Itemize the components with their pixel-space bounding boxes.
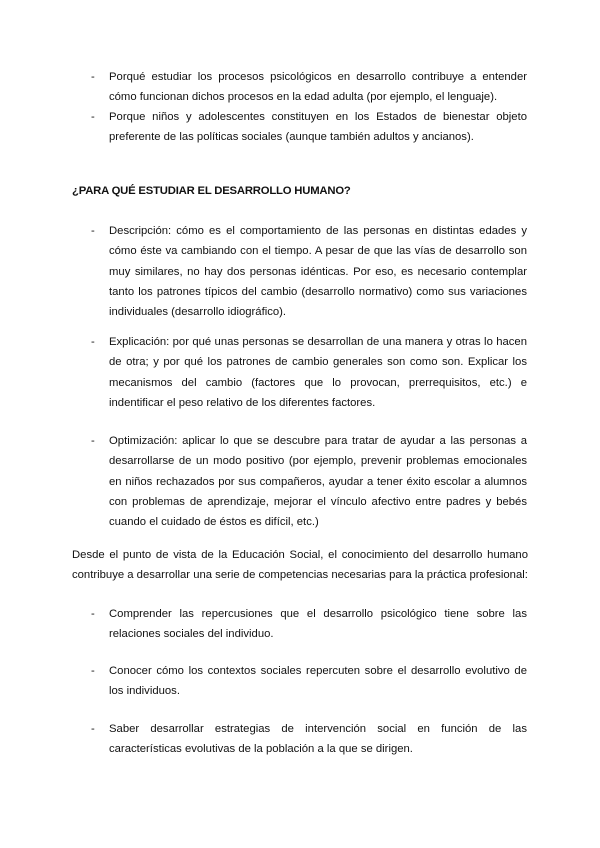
list-dash: - [91,71,95,83]
list-item-text: Explicación: por qué unas personas se desarrollan de una manera y otras lo hacen de otra; y por qué los patrones de cambio generales son como son. Explicar los mecanismos del cambio (factores que lo provocan, prerrequisitos, etc.) e indentificar el peso relativo de los diferentes factores. [109,336,527,409]
list-item [91,661,527,702]
list-item [91,431,527,532]
list-item [91,604,527,645]
list-item-text: Saber desarrollar estrategias de intervención social en función de las características evolutivas de la población a la que se dirigen. [109,723,527,756]
list-dash: - [91,336,95,348]
list-dash: - [91,225,95,237]
body-paragraph: Desde el punto de vista de la Educación Social, el conocimiento del desarrollo humano contribuye a desarrollar una serie de competencias necesarias para la práctica profesional: [72,549,528,582]
list-item [91,221,527,322]
list-item [91,107,527,148]
list-dash: - [91,435,95,447]
list-dash: - [91,665,95,677]
list-item [91,332,527,413]
list-dash: - [91,723,95,735]
section-heading: ¿PARA QUÉ ESTUDIAR EL DESARROLLO HUMANO? [72,185,351,197]
list-item-text: Optimización: aplicar lo que se descubre para tratar de ayudar a las personas a desarrollarse de un modo positivo (por ejemplo, prevenir problemas emocionales en niños rechazados por sus compañeros, ayudar a tener éxito escolar a alumnos con problemas de aprendizaje, mejorar el vínculo afectivo entre padres y bebés cuando el cuidado de éstos es difícil, etc.) [109,435,527,529]
list-dash: - [91,608,95,620]
list-item-text: Descripción: cómo es el comportamiento de las personas en distintas edades y cómo éste va cambiando con el tiempo. A pesar de que las vías de desarrollo son muy similares, no hay dos personas idénticas. Por eso, es necesario contemplar tanto los patrones típicos del cambio (desarrollo normativo) como sus variaciones individuales (desarrollo idiográfico). [109,225,527,319]
list-item-text: Conocer cómo los contextos sociales repercuten sobre el desarrollo evolutivo de los individuos. [109,665,527,698]
list-item-text: Porque niños y adolescentes constituyen en los Estados de bienestar objeto preferente de las políticas sociales (aunque también adultos y ancianos). [109,111,527,144]
list-item [91,719,527,760]
list-item-text: Comprender las repercusiones que el desarrollo psicológico tiene sobre las relaciones sociales del individuo. [109,608,527,641]
list-item [91,67,527,108]
list-item-text: Porqué estudiar los procesos psicológicos en desarrollo contribuye a entender cómo funcionan dichos procesos en la edad adulta (por ejemplo, el lenguaje). [109,71,527,104]
list-dash: - [91,111,95,123]
